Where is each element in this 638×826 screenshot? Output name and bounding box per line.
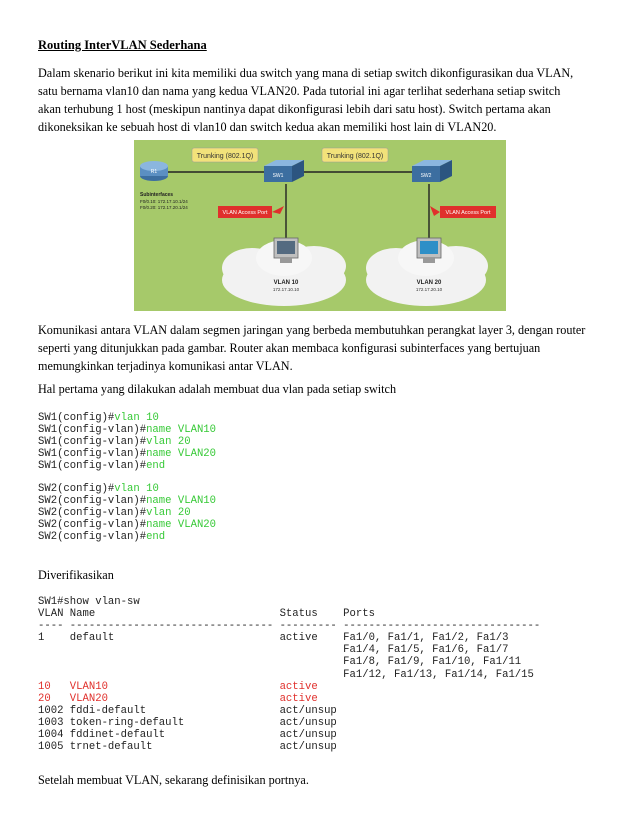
layer3-line: seperti yang ditunjukkan pada gambar. Router akan membaca konfigurasi subinterfaces yang bertujuan [38, 341, 541, 355]
cli-command: name [146, 424, 172, 437]
step-paragraph: Hal pertama yang dilakukan adalah membuat dua vlan pada setiap switch [38, 382, 397, 396]
intro-paragraph [38, 64, 604, 136]
output-line: Fa1/12, Fa1/13, Fa1/14, Fa1/15 [38, 668, 534, 681]
output-line: 1002 fddi-default act/unsup [38, 704, 337, 717]
cli-prompt: SW1(config-vlan)# [38, 448, 147, 461]
cli-argument: 20 [177, 436, 191, 449]
switch-1-icon [264, 160, 304, 182]
vlan10-ip: 172.17.10.10 [272, 287, 300, 292]
switch-2-icon [412, 160, 452, 182]
cli-prompt: SW1(config-vlan)# [38, 424, 147, 437]
subinterfaces-title: Subinterfaces [140, 192, 174, 198]
config-line [38, 448, 216, 460]
cli-command: vlan [146, 507, 172, 520]
cli-command: vlan [146, 436, 172, 449]
intro-line: Dalam skenario berikut ini kita memiliki dua switch yang mana di setiap switch dikonfigurasikan dua VLAN, [38, 66, 574, 80]
output-line: VLAN Name Status Ports [38, 608, 375, 621]
layer3-line: memungkinkan terjadinya komunikasi antar VLAN. [38, 359, 293, 373]
cli-prompt: SW2(config-vlan)# [38, 507, 147, 520]
output-line: SW1#show vlan-sw [38, 596, 140, 608]
layer3-line: Komunikasi antara VLAN dalam segmen jaringan yang berbeda membutuhkan perangkat layer 3, dengan router [38, 323, 586, 337]
output-line: 1005 trnet-default act/unsup [38, 741, 337, 754]
cli-prompt: SW2(config-vlan)# [38, 531, 147, 544]
router-label: R1 [150, 169, 158, 175]
intro-line: satu bernama vlan10 dan nama yang kedua VLAN20. Pada tutorial ini agar terlihat sederhana setiap switch [38, 84, 561, 98]
show-vlan-output [38, 596, 540, 753]
cli-argument: VLAN20 [177, 448, 217, 461]
cli-argument: VLAN20 [177, 519, 217, 532]
cli-prompt: SW2(config-vlan)# [38, 519, 147, 532]
output-line: 1004 fddinet-default act/unsup [38, 729, 337, 742]
cli-command: name [146, 448, 172, 461]
cli-argument: VLAN10 [177, 424, 217, 437]
access-port-right: VLAN Access Port [445, 210, 491, 216]
output-line: ---- -------------------------------- --------- ------------------------------- [38, 620, 541, 633]
config-line [38, 531, 216, 543]
cli-prompt: SW1(config)# [38, 412, 115, 424]
subinterface-2: F0/0.20: 172.17.20.1/24 [140, 205, 188, 210]
sw2-config-block [38, 483, 216, 543]
trunk-label-left: Trunking (802.1Q) [196, 153, 254, 160]
cli-argument: 10 [146, 483, 159, 495]
output-line: 20 VLAN20 active [38, 692, 318, 705]
cli-prompt: SW1(config-vlan)# [38, 436, 147, 449]
config-line [38, 436, 216, 448]
switch-2-label: SW2 [420, 173, 432, 179]
cli-command: end [146, 531, 166, 544]
closing-paragraph: Setelah membuat VLAN, sekarang definisikan portnya. [38, 773, 309, 787]
sw1-config-block [38, 412, 216, 472]
output-line: 1 default active Fa1/0, Fa1/1, Fa1/2, Fa1/3 [38, 632, 509, 645]
access-port-left: VLAN Access Port [222, 210, 268, 216]
output-line: Fa1/4, Fa1/5, Fa1/6, Fa1/7 [38, 644, 509, 657]
intro-line: akan terhubung 1 host (meskipun nantinya dapat dikonfigurasi lebih dari satu host). Switch pertama akan [38, 102, 551, 116]
vlan20-label: VLAN 20 [416, 280, 442, 286]
switch-1-label: SW1 [272, 173, 284, 179]
vlan10-label: VLAN 10 [273, 280, 299, 286]
config-line [38, 507, 216, 519]
config-line [38, 412, 216, 424]
cli-prompt: SW2(config)# [38, 483, 115, 495]
cli-command: end [146, 460, 166, 473]
intro-line: dikoneksikan ke sebuah host di vlan10 dan switch kedua akan memiliki host lain di VLAN20. [38, 120, 497, 134]
config-line [38, 460, 216, 472]
output-line: 10 VLAN10 active [38, 680, 318, 693]
cli-command: vlan [114, 483, 140, 495]
subinterface-1: F0/0.10: 172.17.10.1/24 [140, 199, 188, 204]
cli-prompt: SW2(config-vlan)# [38, 495, 147, 508]
config-line [38, 495, 216, 507]
output-line: 1003 token-ring-default act/unsup [38, 716, 337, 729]
vlan20-ip: 172.17.20.10 [415, 287, 443, 292]
config-line [38, 424, 216, 436]
verify-paragraph: Diverifikasikan [38, 568, 114, 582]
cli-argument: 20 [177, 507, 191, 520]
output-line: Fa1/8, Fa1/9, Fa1/10, Fa1/11 [38, 656, 522, 669]
cli-command: name [146, 495, 172, 508]
cli-command: vlan [114, 412, 140, 424]
layer3-paragraph [38, 321, 604, 375]
cli-argument: VLAN10 [177, 495, 217, 508]
trunk-label-right: Trunking (802.1Q) [326, 153, 384, 160]
cli-argument: 10 [146, 412, 159, 424]
cli-prompt: SW1(config-vlan)# [38, 460, 147, 473]
cli-command: name [146, 519, 172, 532]
config-line [38, 519, 216, 531]
page-title: Routing InterVLAN Sederhana [38, 38, 207, 52]
network-diagram [134, 140, 506, 311]
config-line [38, 483, 216, 495]
